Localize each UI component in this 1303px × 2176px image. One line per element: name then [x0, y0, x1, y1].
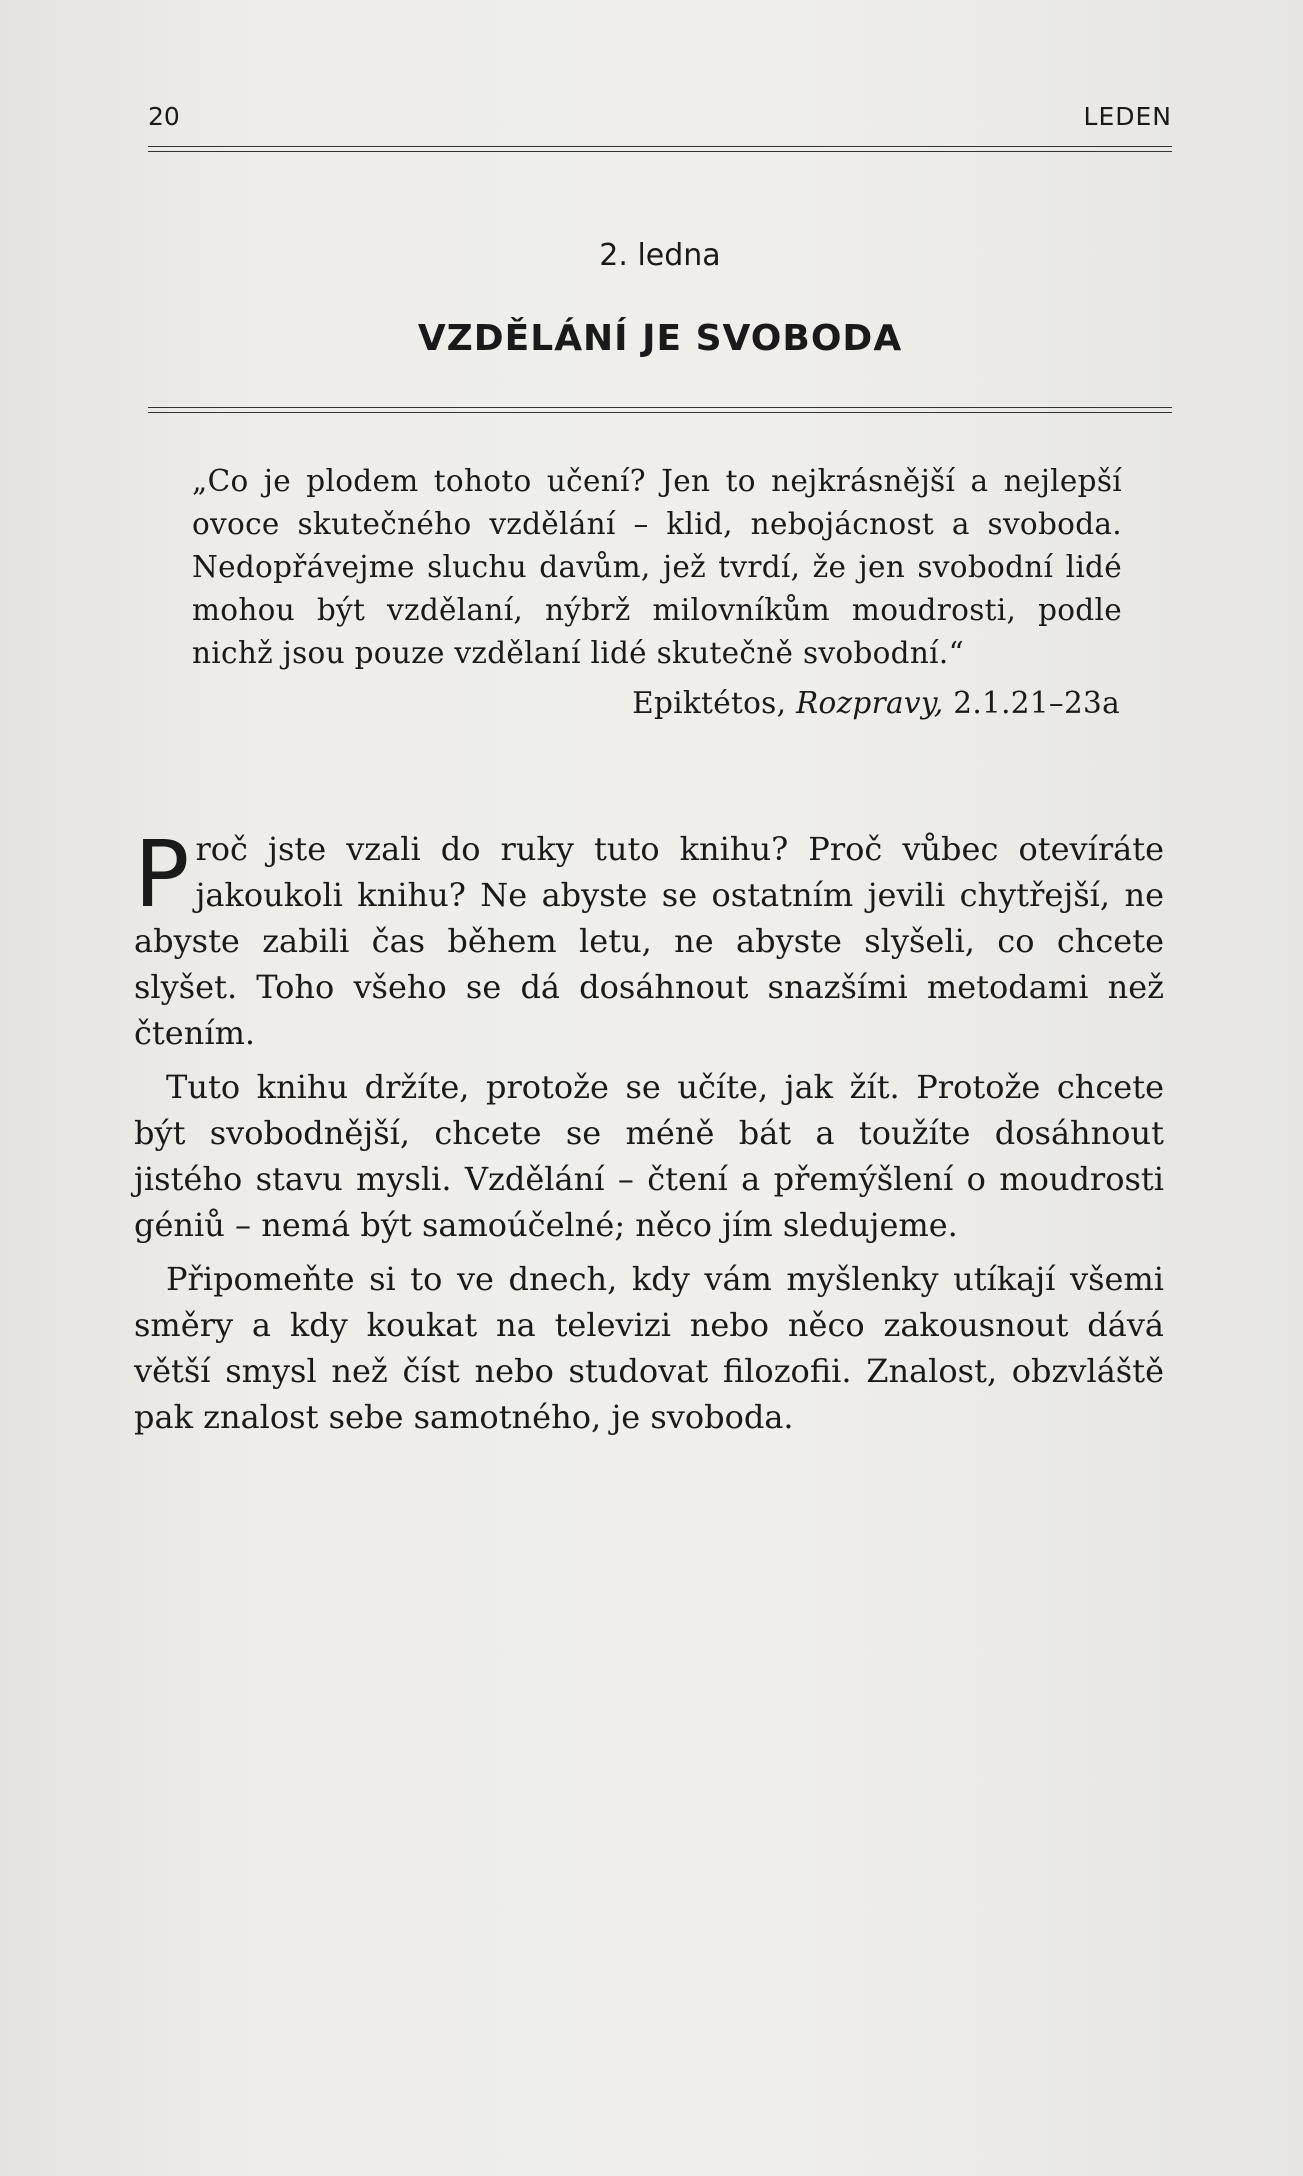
- paragraph-1-text: roč jste vzali do ruky tuto knihu? Proč vůbec otevíráte jakoukoli knihu? Ne abyste se ostatním jevili chytřejší, ne abyste zabili čas během letu, ne abyste slyšeli, co chcete slyšet. Toho všeho se dá dosáhnout snazšími metodami než čtením.: [134, 830, 1164, 1052]
- quote-reference: 2.1.21–23a: [953, 686, 1120, 720]
- entry-title: VZDĚLÁNÍ JE SVOBODA: [417, 318, 903, 359]
- drop-cap: P: [134, 821, 190, 928]
- paragraph-1: [134, 821, 1164, 1056]
- quote-author: Epiktétos,: [632, 686, 787, 720]
- running-head: [148, 100, 1172, 140]
- epigraph-quote: „Co je plodem tohoto učení? Jen to nejkrásnější a nejlepší ovoce skutečného vzdělání – klid, nebojácnost a svoboda. Nedopřávejme sluchu davům, jež tvrdí, že jen svobodní lidé mohou být vzdělaní, nýbrž milovníkům moudrosti, podle nichž jsou pouze vzdělaní lidé skutečně svobodní.“: [192, 464, 1122, 670]
- entry-date: 2. ledna: [599, 238, 721, 273]
- header-divider: [148, 146, 1172, 152]
- quote-work: Rozpravy,: [796, 686, 944, 720]
- page-number: 20: [148, 102, 180, 131]
- title-divider: [148, 407, 1172, 413]
- paragraph-3: Připomeňte si to ve dnech, kdy vám myšlenky utíkají všemi směry a kdy koukat na televizi nebo něco zakousnout dává větší smysl než číst nebo studovat filozofii. Znalost, obzvláště pak znalost sebe samotného, je svoboda.: [134, 1260, 1164, 1436]
- body-text: [134, 821, 1164, 1448]
- quote-attribution: [632, 686, 1120, 720]
- paragraph-2: Tuto knihu držíte, protože se učíte, jak žít. Protože chcete být svobodnější, chcete se méně bát a toužíte dosáhnout jistého stavu mysli. Vzdělání – čtení a přemýšlení o moudrosti géniů – nemá být samoúčelné; něco jím sledujeme.: [134, 1068, 1164, 1244]
- section-name: LEDEN: [1083, 102, 1172, 131]
